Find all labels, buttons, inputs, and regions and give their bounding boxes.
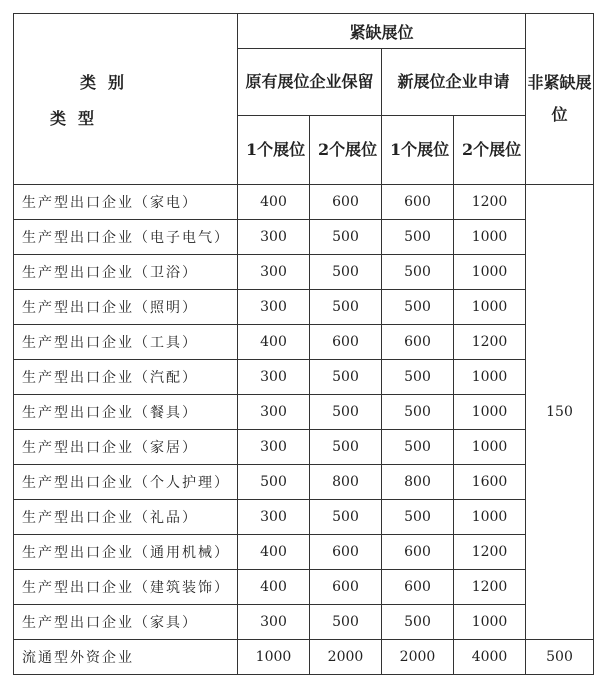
cell-new-one: 500 <box>382 605 454 640</box>
row-label: 生产型出口企业（个人护理） <box>14 465 238 500</box>
cell-new-two: 1200 <box>454 570 526 605</box>
table-row <box>14 185 594 220</box>
cell-new-two: 1600 <box>454 465 526 500</box>
table-row-last <box>14 640 594 675</box>
cell-existing-two: 500 <box>310 220 382 255</box>
table-row <box>14 290 594 325</box>
cell-non-shortage: 500 <box>526 640 594 675</box>
cell-existing-two: 500 <box>310 500 382 535</box>
cell-new-one: 500 <box>382 395 454 430</box>
table-row <box>14 430 594 465</box>
row-label: 生产型出口企业（家居） <box>14 430 238 465</box>
cell-existing-one: 300 <box>238 395 310 430</box>
cell-new-one: 800 <box>382 465 454 500</box>
cell-new-two: 1000 <box>454 395 526 430</box>
cell-existing-one: 300 <box>238 605 310 640</box>
cell-existing-two: 600 <box>310 535 382 570</box>
table-row <box>14 570 594 605</box>
table-row <box>14 220 594 255</box>
cell-new-one: 500 <box>382 430 454 465</box>
cell-existing-two: 600 <box>310 185 382 220</box>
row-label: 生产型出口企业（照明） <box>14 290 238 325</box>
cell-new-two: 4000 <box>454 640 526 675</box>
header-existing-two-booth: 2个展位 <box>310 116 382 185</box>
table-row <box>14 535 594 570</box>
cell-existing-two: 500 <box>310 290 382 325</box>
cell-existing-one: 300 <box>238 360 310 395</box>
table-row <box>14 395 594 430</box>
cell-existing-two: 500 <box>310 255 382 290</box>
cell-new-one: 600 <box>382 325 454 360</box>
header-corner-cell <box>14 14 238 185</box>
cell-existing-two: 500 <box>310 360 382 395</box>
cell-non-shortage-merged: 150 <box>526 185 594 640</box>
cell-new-two: 1000 <box>454 255 526 290</box>
table-row <box>14 605 594 640</box>
cell-existing-two: 500 <box>310 605 382 640</box>
cell-existing-two: 800 <box>310 465 382 500</box>
cell-new-one: 600 <box>382 570 454 605</box>
booth-fee-table <box>13 13 594 675</box>
cell-existing-two: 600 <box>310 325 382 360</box>
row-label: 生产型出口企业（餐具） <box>14 395 238 430</box>
row-label: 生产型出口企业（电子电气） <box>14 220 238 255</box>
cell-new-one: 500 <box>382 255 454 290</box>
table-row <box>14 360 594 395</box>
table-row <box>14 500 594 535</box>
cell-existing-two: 600 <box>310 570 382 605</box>
cell-existing-one: 400 <box>238 185 310 220</box>
header-new-one-booth: 1个展位 <box>382 116 454 185</box>
table-row <box>14 465 594 500</box>
corner-category-label: 类别 <box>80 73 137 92</box>
cell-existing-one: 300 <box>238 220 310 255</box>
row-label: 生产型出口企业（建筑装饰） <box>14 570 238 605</box>
cell-new-two: 1200 <box>454 325 526 360</box>
cell-existing-one: 300 <box>238 500 310 535</box>
cell-new-one: 600 <box>382 535 454 570</box>
header-shortage: 紧缺展位 <box>238 14 526 49</box>
cell-new-one: 500 <box>382 360 454 395</box>
corner-type-label: 类型 <box>50 109 107 128</box>
row-label: 生产型出口企业（家具） <box>14 605 238 640</box>
row-label: 生产型出口企业（通用机械） <box>14 535 238 570</box>
table-row <box>14 325 594 360</box>
row-label: 生产型出口企业（卫浴） <box>14 255 238 290</box>
header-existing-one-booth: 1个展位 <box>238 116 310 185</box>
cell-new-two: 1200 <box>454 535 526 570</box>
row-label: 生产型出口企业（家电） <box>14 185 238 220</box>
cell-new-two: 1000 <box>454 220 526 255</box>
cell-existing-two: 2000 <box>310 640 382 675</box>
cell-existing-one: 400 <box>238 570 310 605</box>
cell-new-one: 500 <box>382 220 454 255</box>
row-label: 流通型外资企业 <box>14 640 238 675</box>
cell-existing-one: 500 <box>238 465 310 500</box>
cell-existing-one: 400 <box>238 325 310 360</box>
header-non-shortage: 非紧缺展位 <box>526 14 594 185</box>
row-label: 生产型出口企业（汽配） <box>14 360 238 395</box>
table-row <box>14 255 594 290</box>
cell-new-one: 600 <box>382 185 454 220</box>
header-existing: 原有展位企业保留 <box>238 49 382 116</box>
cell-new-two: 1000 <box>454 500 526 535</box>
header-new-apply: 新展位企业申请 <box>382 49 526 116</box>
cell-existing-two: 500 <box>310 395 382 430</box>
cell-new-two: 1000 <box>454 430 526 465</box>
header-new-two-booth: 2个展位 <box>454 116 526 185</box>
cell-new-one: 500 <box>382 500 454 535</box>
row-label: 生产型出口企业（工具） <box>14 325 238 360</box>
cell-existing-one: 1000 <box>238 640 310 675</box>
cell-existing-one: 300 <box>238 290 310 325</box>
row-label: 生产型出口企业（礼品） <box>14 500 238 535</box>
cell-new-one: 500 <box>382 290 454 325</box>
cell-new-two: 1200 <box>454 185 526 220</box>
cell-new-one: 2000 <box>382 640 454 675</box>
cell-existing-one: 300 <box>238 430 310 465</box>
cell-existing-one: 300 <box>238 255 310 290</box>
cell-new-two: 1000 <box>454 290 526 325</box>
cell-existing-one: 400 <box>238 535 310 570</box>
cell-new-two: 1000 <box>454 360 526 395</box>
cell-existing-two: 500 <box>310 430 382 465</box>
cell-new-two: 1000 <box>454 605 526 640</box>
